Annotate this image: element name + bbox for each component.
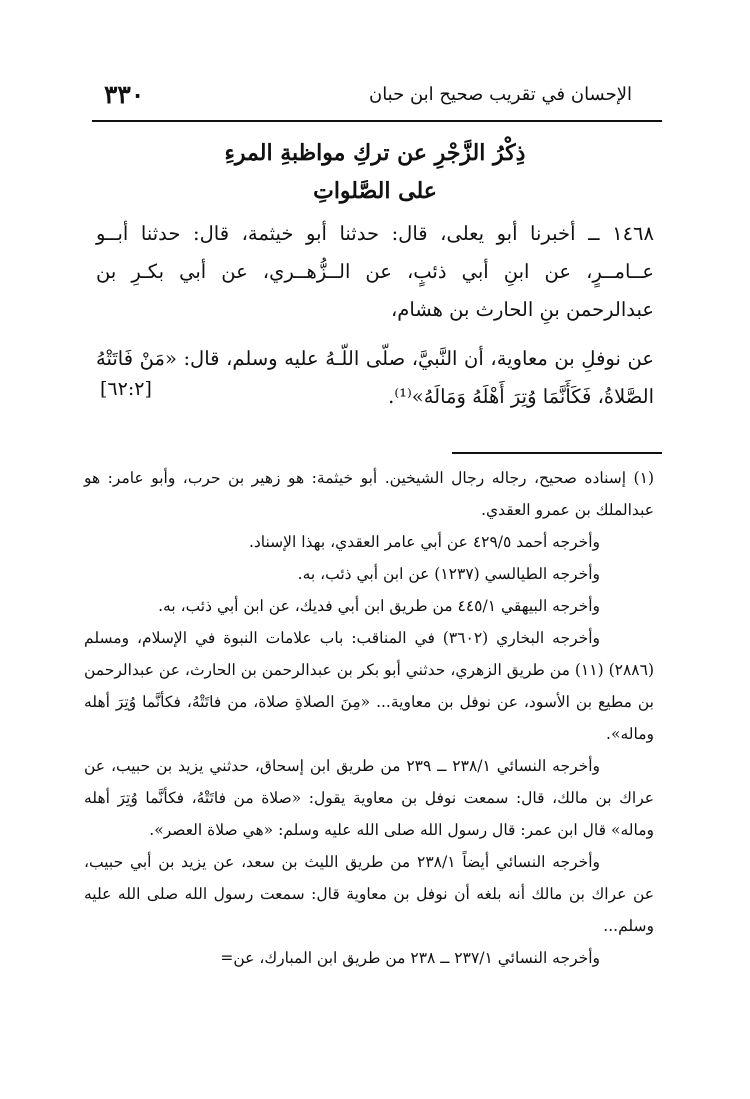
page-number: ٣٣٠ (104, 80, 145, 109)
reference-marker: [٦٢:٢] (100, 378, 152, 400)
footnote-paragraph: وأخرجه البخاري (٣٦٠٢) في المناقب: باب علامات النبوة في الإسلام، ومسلم (٢٨٨٦) (١١) من طريق الزهري، حدثني أبو بكر بن عبدالرحمن بن الحارث، عن عبدالرحمن بن مطيع بن الأسود، عن نوفل بن معاوية... «مِنَ الصلاةِ صلاة، من فاتَتْهُ، فكأنَّما وُتِرَ أهله وماله». (84, 629, 654, 743)
footnote-paragraph: وأخرجه النسائي ٢٣٧/١ ــ ٢٣٨ من طريق ابن المبارك، عن= (220, 949, 600, 967)
footnote-paragraph: وأخرجه الطيالسي (١٢٣٧) عن ابن أبي ذئب، به. (297, 565, 600, 583)
footnote-paragraph: وأخرجه أحمد ٤٢٩/٥ عن أبي عامر العقدي، بهذا الإسناد. (248, 533, 600, 551)
hadith-text-paragraph: عن نوفلِ بن معاوية، أن النَّبيَّ، صلّى اللّـهُ عليه وسلم، قال: «مَنْ فَاتَتْهُ الصَّلاةُ، فَكَأَنَّمَا وُتِرَ أَهْلَهُ وَمَالَهُ»⁽¹⁾. (96, 347, 654, 408)
section-title-line2: على الصَّلواتِ (313, 178, 437, 204)
running-header-title: الإحسان في تقريب صحيح ابن حبان (368, 84, 632, 105)
footnote-paragraph: وأخرجه البيهقي ٤٤٥/١ من طريق ابن أبي فديك، عن ابن أبي ذئب، به. (158, 597, 600, 615)
footnote-separator (452, 452, 662, 454)
footnote-paragraph: وأخرجه النسائي ٢٣٨/١ ــ ٢٣٩ من طريق ابن إسحاق، حدثني يزيد بن حبيب، عن عراك بن مالك، قال: سمعت نوفل بن معاوية يقول: «صلاة من فاتَتْهُ، فكأنَّما وُتِرَ أهله وماله» قال ابن عمر: قال رسول الله صلى الله عليه وسلم: «هي صلاة العصر». (84, 757, 654, 839)
footnote-paragraph: وأخرجه النسائي أيضاً ٢٣٨/١ من طريق الليث بن سعد، عن يزيد بن أبي حبيب، عن عراك بن مالك أنه بلغه أن نوفل بن معاوية قال: سمعت رسول الله صلى الله عليه وسلم... (84, 853, 654, 935)
header-rule (92, 120, 662, 122)
section-title-line1: ذِكْرُ الزَّجْرِ عن تركِ مواظبةِ المرءِ (224, 140, 526, 166)
footnote-paragraph: (١) إسناده صحيح، رجاله رجال الشيخين. أبو خيثمة: هو زهير بن حرب، وأبو عامر: هو عبدالملك بن عمرو العقدي. (84, 469, 654, 519)
hadith-chain-paragraph: ١٤٦٨ ــ أخبرنا أبو يعلى، قال: حدثنا أبو خيثمة، قال: حدثنا أبــو عــامــرٍ، عن ابنِ أبي ذئبٍ، عن الــزُّهــري، عن أبي بكـرِ بن عبدالرحمن بنِ الحارث بن هشام، (96, 222, 654, 321)
footnotes (84, 462, 654, 974)
